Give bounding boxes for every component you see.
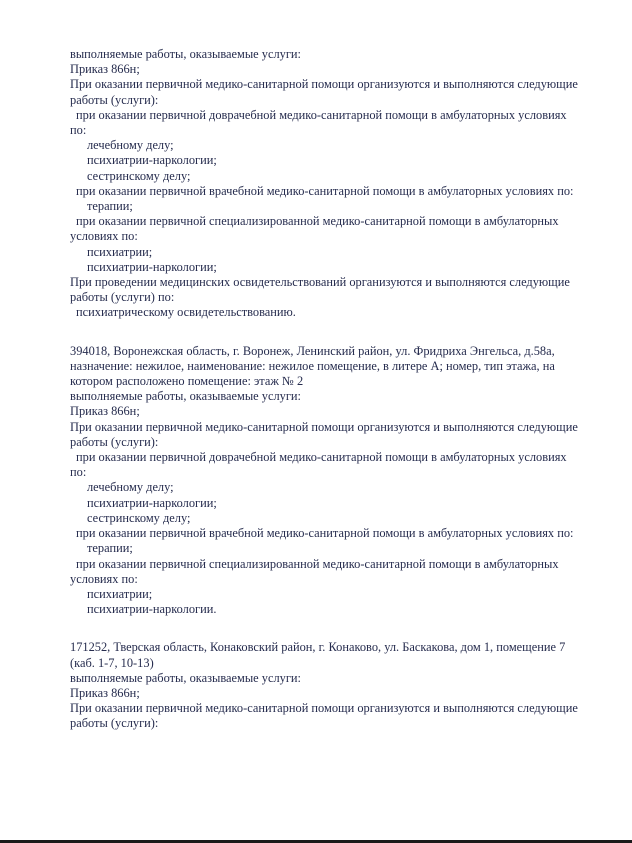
text-line: работы (услуги):: [70, 434, 159, 449]
text-line: выполняемые работы, оказываемые услуги:: [70, 670, 302, 685]
license-section-works-continuation: [70, 47, 610, 321]
text-line: выполняемые работы, оказываемые услуги:: [70, 389, 302, 404]
text-line: При оказании первичной медико-санитарной помощи организуются и выполняются следующие: [70, 77, 578, 92]
text-line: условиях по:: [70, 229, 138, 244]
text-line: При оказании первичной медико-санитарной помощи организуются и выполняются следующие: [70, 701, 578, 716]
text-line: выполняемые работы, оказываемые услуги:: [70, 47, 302, 61]
text-line: терапии;: [87, 199, 133, 214]
text-line: (каб. 1-7, 10-13): [70, 655, 154, 670]
text-line: по:: [70, 465, 87, 480]
text-line: по:: [70, 123, 87, 138]
text-line: При проведении медицинских освидетельствований организуются и выполняются следующие: [70, 275, 570, 290]
text-line: лечебному делу;: [87, 138, 174, 153]
text-line: 394018, Воронежская область, г. Воронеж, Ленинский район, ул. Фридриха Энгельса, д.58а,: [70, 343, 555, 358]
text-line: условиях по:: [70, 571, 138, 586]
text-line: Приказ 866н;: [70, 685, 140, 700]
text-line: психиатрии;: [87, 586, 153, 601]
text-line: назначение: нежилое, наименование: нежилое помещение, в литере А; номер, тип этажа, на: [70, 358, 555, 373]
text-line: терапии;: [87, 541, 133, 556]
text-line: сестринскому делу;: [87, 168, 191, 183]
text-line: психиатрическому освидетельствованию.: [76, 305, 296, 320]
text-line: работы (услуги) по:: [70, 290, 175, 305]
text-line: при оказании первичной специализированной медико-санитарной помощи в амбулаторных: [76, 556, 559, 571]
text-line: при оказании первичной доврачебной медико-санитарной помощи в амбулаторных условиях: [76, 450, 567, 465]
license-section-address-voronezh: [70, 344, 610, 618]
text-line: психиатрии;: [87, 244, 153, 259]
text-line: работы (услуги):: [70, 716, 159, 731]
text-line: при оказании первичной доврачебной медико-санитарной помощи в амбулаторных условиях: [76, 107, 567, 122]
text-line: лечебному делу;: [87, 480, 174, 495]
text-line: При оказании первичной медико-санитарной помощи организуются и выполняются следующие: [70, 419, 578, 434]
text-line: психиатрии-наркологии;: [87, 495, 217, 510]
text-line: Приказ 866н;: [70, 62, 140, 77]
text-line: работы (услуги):: [70, 92, 159, 107]
text-line: 171252, Тверская область, Конаковский район, г. Конаково, ул. Баскакова, дом 1, помещение 7: [70, 640, 566, 655]
license-text-content: [70, 47, 610, 755]
text-line: психиатрии-наркологии.: [87, 602, 217, 617]
text-line: котором расположено помещение: этаж № 2: [70, 374, 304, 389]
text-line: при оказании первичной врачебной медико-санитарной помощи в амбулаторных условиях по:: [76, 526, 574, 541]
license-section-address-konakovo: [70, 640, 610, 731]
text-line: при оказании первичной врачебной медико-санитарной помощи в амбулаторных условиях по:: [76, 183, 574, 198]
text-line: Приказ 866н;: [70, 404, 140, 419]
text-line: сестринскому делу;: [87, 510, 191, 525]
text-line: психиатрии-наркологии;: [87, 259, 217, 274]
text-line: при оказании первичной специализированной медико-санитарной помощи в амбулаторных: [76, 214, 559, 229]
text-line: психиатрии-наркологии;: [87, 153, 217, 168]
